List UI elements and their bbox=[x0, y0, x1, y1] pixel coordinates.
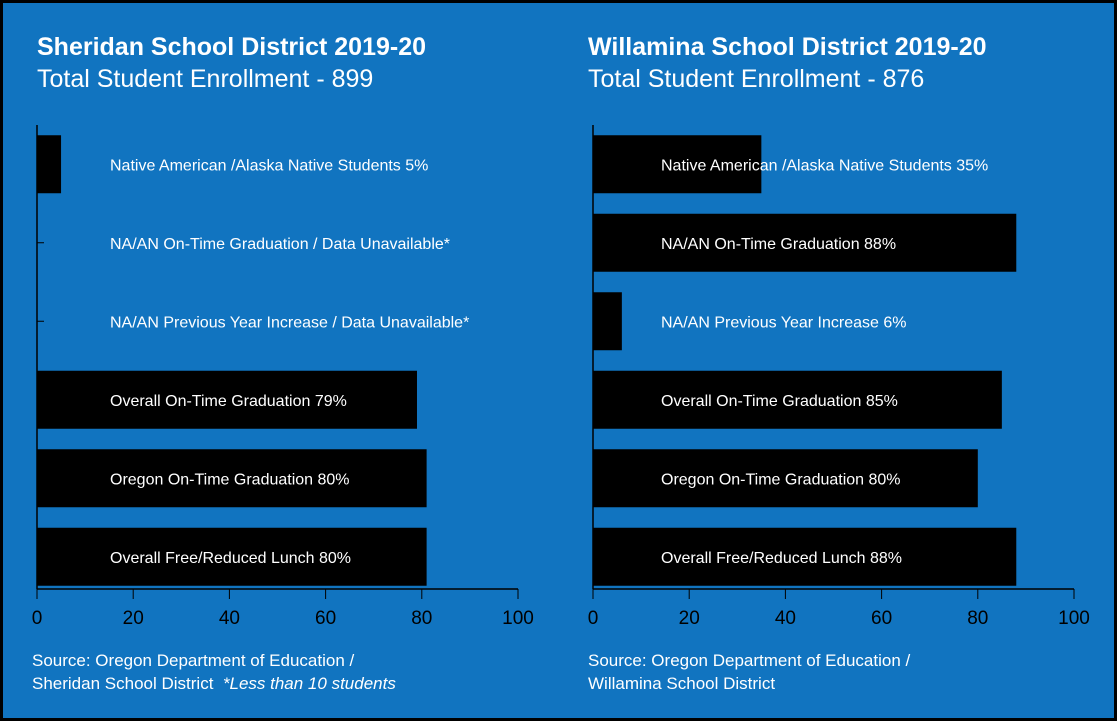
chart-subtitle: Total Student Enrollment - 899 bbox=[37, 65, 374, 93]
x-tick-label: 60 bbox=[315, 608, 337, 629]
willamina-bar-chart bbox=[558, 3, 1113, 643]
bar-label: NA/AN Previous Year Increase 6% bbox=[661, 314, 907, 332]
bar-label: Overall Free/Reduced Lunch 88% bbox=[661, 549, 903, 567]
x-tick-label: 0 bbox=[587, 608, 599, 629]
bar-label: Native American /Alaska Native Students 5% bbox=[110, 157, 429, 175]
source-line-1: Source: Oregon Department of Education / bbox=[32, 651, 355, 670]
bar-label: NA/AN On-Time Graduation 88% bbox=[661, 235, 897, 253]
footnote: *Less than 10 students bbox=[222, 674, 396, 693]
x-tick-label: 40 bbox=[774, 608, 796, 629]
x-tick-label: 20 bbox=[678, 608, 700, 629]
chart-canvas bbox=[3, 3, 1114, 718]
source-line-2 bbox=[32, 672, 396, 695]
bar bbox=[37, 135, 61, 193]
source-line-1: Source: Oregon Department of Education / bbox=[588, 651, 911, 670]
x-tick-label: 0 bbox=[31, 608, 43, 629]
chart-title: Willamina School District 2019-20 bbox=[588, 33, 987, 61]
x-tick-label: 100 bbox=[1058, 608, 1090, 629]
chart-title: Sheridan School District 2019-20 bbox=[37, 33, 427, 61]
x-tick-label: 60 bbox=[871, 608, 893, 629]
source-note bbox=[588, 649, 910, 695]
bar-label: Overall On-Time Graduation 85% bbox=[661, 392, 898, 410]
x-tick-label: 100 bbox=[502, 608, 534, 629]
source-district: Willamina School District bbox=[588, 674, 776, 693]
x-tick-label: 20 bbox=[122, 608, 144, 629]
bar-label: NA/AN On-Time Graduation / Data Unavailable* bbox=[110, 235, 450, 253]
source-note bbox=[32, 649, 396, 695]
x-tick-label: 40 bbox=[218, 608, 240, 629]
bar bbox=[593, 292, 622, 350]
bar-label: Native American /Alaska Native Students 35% bbox=[661, 157, 989, 175]
x-tick-label: 80 bbox=[411, 608, 433, 629]
bar-label: NA/AN Previous Year Increase / Data Unavailable* bbox=[110, 314, 470, 332]
bar-label: Overall Free/Reduced Lunch 80% bbox=[110, 549, 352, 567]
source-district: Sheridan School District bbox=[32, 674, 214, 693]
bar-label: Overall On-Time Graduation 79% bbox=[110, 392, 347, 410]
source-line-2 bbox=[588, 672, 910, 695]
willamina-chart-panel bbox=[558, 3, 1113, 718]
sheridan-chart-panel bbox=[3, 3, 558, 718]
bar-label: Oregon On-Time Graduation 80% bbox=[110, 471, 350, 489]
bar-label: Oregon On-Time Graduation 80% bbox=[661, 471, 901, 489]
x-tick-label: 80 bbox=[967, 608, 989, 629]
chart-subtitle: Total Student Enrollment - 876 bbox=[588, 65, 925, 93]
sheridan-bar-chart bbox=[3, 3, 558, 643]
